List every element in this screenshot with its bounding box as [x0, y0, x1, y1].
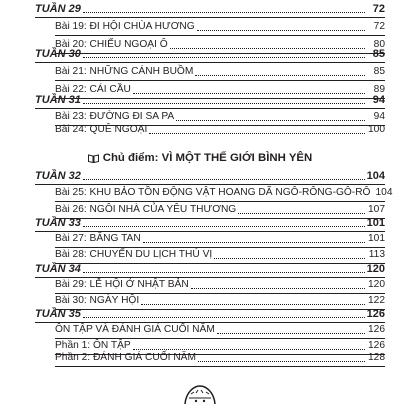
toc-week-label: TUẦN 35 — [35, 307, 81, 320]
toc-lesson-label: Bài 21: NHỮNG CÁNH BUỒM — [55, 66, 194, 77]
toc-lesson-label: Bài 28: CHUYẾN DU LỊCH THÚ VỊ — [55, 249, 213, 260]
toc-lesson-label: Bài 25: KHU BẢO TỒN ĐỘNG VẬT HOANG DÃ NGÔ-RÔNG-GÔ-RÔ — [55, 187, 371, 198]
toc-review-label: Phần 2: ĐÁNH GIÁ CUỐI NĂM — [55, 352, 196, 363]
toc-review-label: Phần 1: ÔN TẬP — [55, 340, 131, 351]
toc-lesson-label: Bài 23: ĐƯỜNG ĐI SA PA — [55, 111, 175, 122]
toc-page-number: 120 — [366, 262, 385, 275]
toc-lesson-19[interactable] — [55, 18, 385, 36]
toc-page-number: 94 — [372, 93, 385, 106]
toc-page-number: 94 — [373, 111, 385, 122]
toc-page-number: 100 — [368, 124, 385, 135]
toc-week-label: TUẦN 34 — [35, 262, 81, 275]
toc-lesson-label: Bài 27: BĂNG TAN — [55, 233, 141, 244]
toc-page-number: 126 — [368, 340, 385, 351]
toc-week-label: TUẦN 33 — [35, 216, 81, 229]
toc-lesson-label: Bài 26: NGÔI NHÀ CỦA YÊU THƯƠNG — [55, 204, 237, 215]
toc-week-30[interactable] — [35, 45, 385, 63]
toc-week-32[interactable] — [35, 167, 385, 185]
toc-review-part-2[interactable] — [55, 349, 385, 367]
toc-page-number: 85 — [373, 66, 385, 77]
toc-page-number: 113 — [368, 249, 385, 260]
toc-week-31[interactable] — [35, 91, 385, 109]
toc-page-number: 89 — [373, 84, 385, 95]
toc-page-number: 107 — [368, 204, 385, 215]
toc-lesson-25[interactable] — [55, 184, 393, 202]
toc-page-number: 128 — [368, 352, 385, 363]
toc-page-number: 104 — [366, 169, 385, 182]
toc-page-number: 80 — [373, 39, 385, 50]
toc-lesson-label: Bài 30: NGÀY HỘI — [55, 295, 140, 306]
toc-page-number: 122 — [368, 295, 385, 306]
toc-week-label: TUẦN 29 — [35, 2, 81, 15]
toc-lesson-label: Bài 24: QUÊ NGOẠI — [55, 124, 148, 135]
toc-page-number: 126 — [366, 307, 385, 320]
toc-week-29[interactable] — [35, 0, 385, 18]
decorative-illustration — [182, 384, 218, 404]
topic-heading — [0, 150, 400, 166]
toc-week-label: TUẦN 32 — [35, 169, 81, 182]
toc-page-number: 72 — [372, 2, 385, 15]
toc-lesson-label: Bài 20: CHIẾU NGOẠI Ô — [55, 39, 168, 50]
toc-page-number: 101 — [368, 233, 385, 244]
toc-page-number: 120 — [368, 279, 385, 290]
topic-title: Chủ điểm: VÌ MỘT THẾ GIỚI BÌNH YÊN — [102, 152, 313, 164]
toc-page-number: 126 — [368, 324, 385, 335]
toc-lesson-24[interactable] — [55, 121, 385, 138]
toc-week-label: TUẦN 31 — [35, 93, 81, 106]
toc-lesson-label: Bài 29: LỄ HỘI Ở NHẬT BẢN — [55, 279, 189, 290]
toc-lesson-label: Bài 19: ĐI HỘI CHÙA HƯƠNG — [55, 21, 195, 32]
toc-week-label: TUẦN 30 — [35, 47, 81, 60]
toc-page-number: 85 — [372, 47, 385, 60]
toc-lesson-label: Bài 22: CÁI CẦU — [55, 84, 131, 95]
toc-page-number: 72 — [373, 21, 385, 32]
toc-page-number: 104 — [375, 187, 393, 198]
book-icon — [88, 154, 99, 163]
toc-lesson-21[interactable] — [55, 63, 385, 81]
toc-review-label: ÔN TẬP VÀ ĐÁNH GIÁ CUỐI NĂM — [55, 324, 215, 335]
toc-page-number: 101 — [366, 216, 385, 229]
